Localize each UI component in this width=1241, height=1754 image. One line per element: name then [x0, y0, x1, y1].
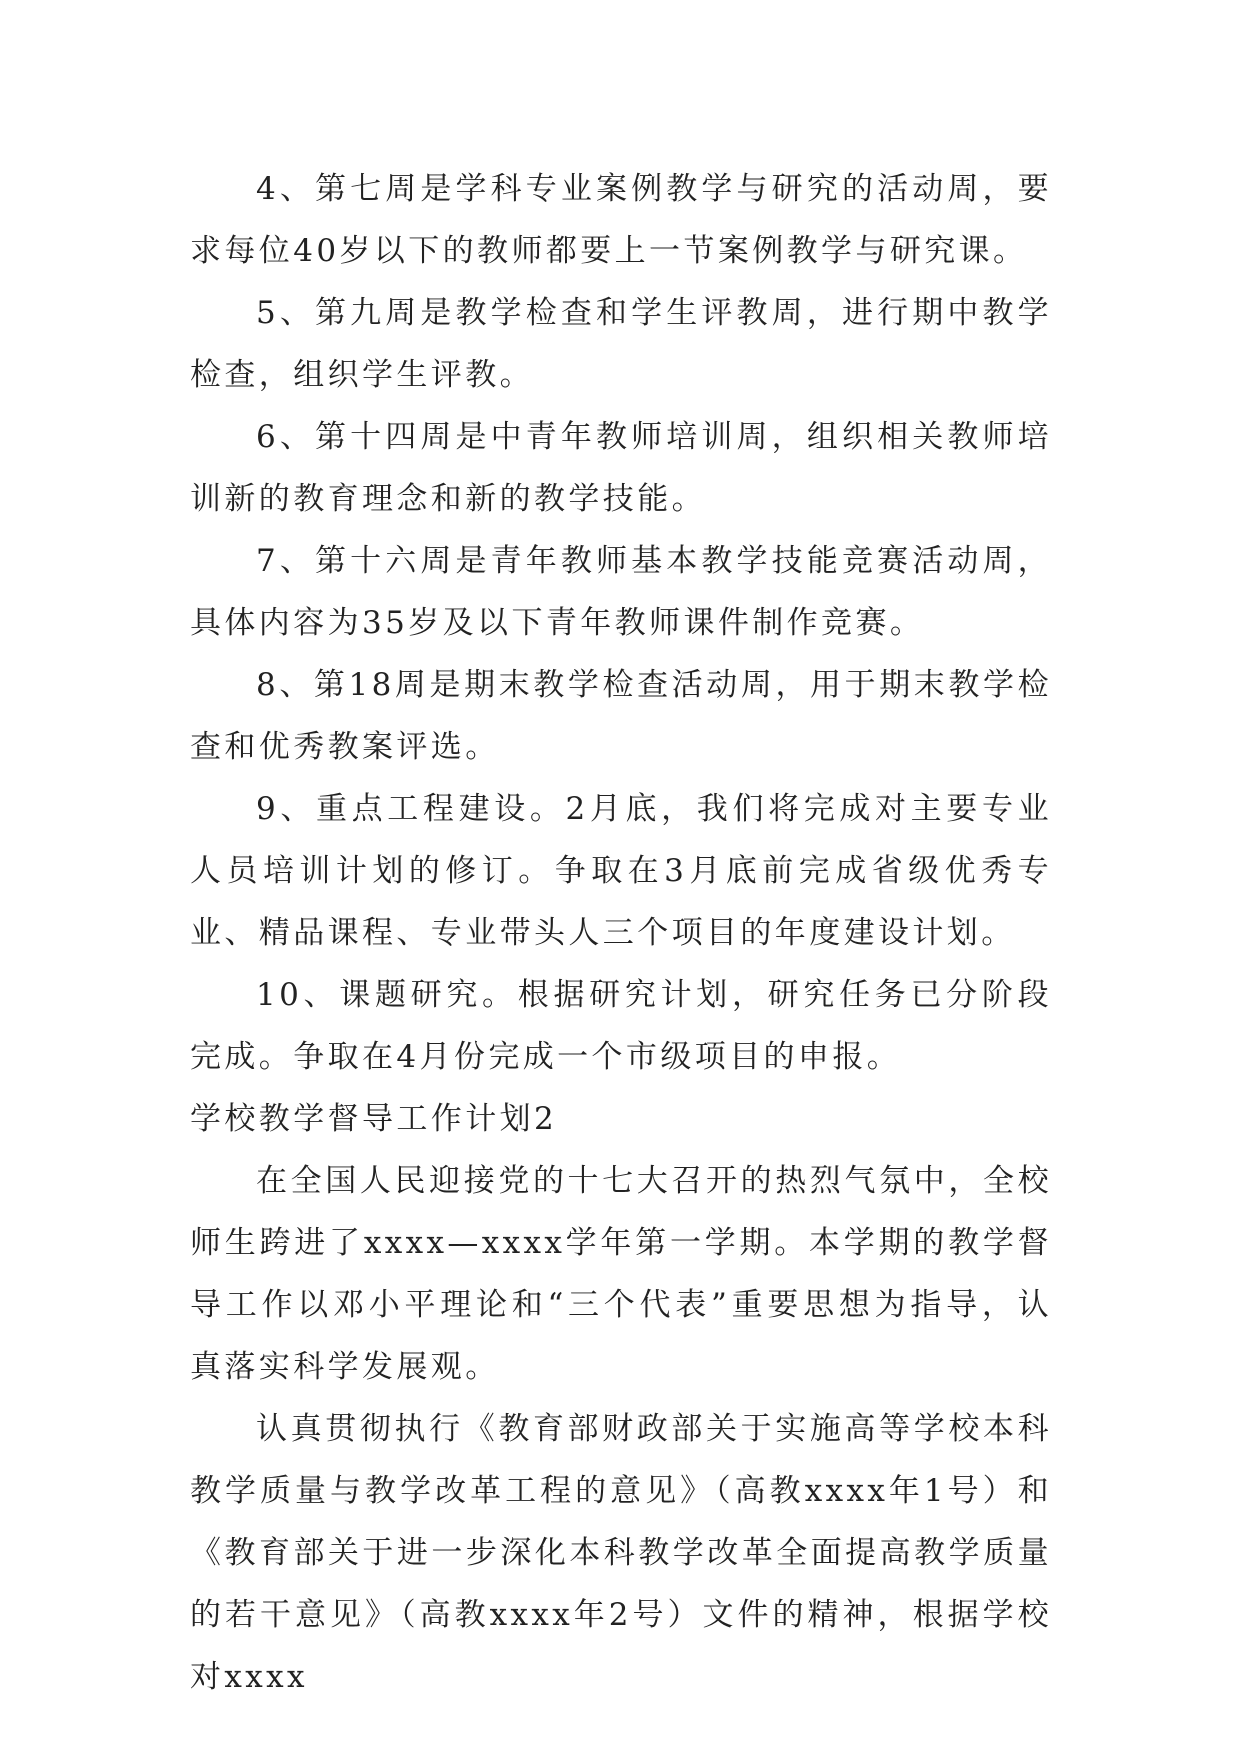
paragraph-item-4: 4、第七周是学科专业案例教学与研究的活动周，要求每位40岁以下的教师都要上一节案例教学与研究课。 [190, 171, 1052, 269]
paragraph-item-9: 9、重点工程建设。2月底，我们将完成对主要专业人员培训计划的修订。争取在3月底前完成省级优秀专业、精品课程、专业带头人三个项目的年度建设计划。 [190, 791, 1052, 951]
paragraph-item-7: 7、第十六周是青年教师基本教学技能竞赛活动周，具体内容为35岁及以下青年教师课件制作竞赛。 [190, 543, 1052, 641]
section-paragraph-policy: 认真贯彻执行《教育部财政部关于实施高等学校本科教学质量与教学改革工程的意见》（高教xxxx年1号）和《教育部关于进一步深化本科教学改革全面提高教学质量的若干意见》（高教xxxx年2号）文件的精神，根据学校对xxxx [190, 1411, 1052, 1695]
section-title: 学校教学督导工作计划2 [190, 1101, 558, 1137]
paragraph-item-5: 5、第九周是教学检查和学生评教周，进行期中教学检查，组织学生评教。 [190, 295, 1052, 393]
paragraph-item-6: 6、第十四周是中青年教师培训周，组织相关教师培训新的教育理念和新的教学技能。 [190, 419, 1052, 517]
paragraph-item-10: 10、课题研究。根据研究计划，研究任务已分阶段完成。争取在4月份完成一个市级项目的申报。 [190, 977, 1052, 1075]
paragraph-item-8: 8、第18周是期末教学检查活动周，用于期末教学检查和优秀教案评选。 [190, 667, 1052, 765]
section-paragraph-intro: 在全国人民迎接党的十七大召开的热烈气氛中，全校师生跨进了xxxx—xxxx学年第一学期。本学期的教学督导工作以邓小平理论和“三个代表”重要思想为指导，认真落实科学发展观。 [190, 1163, 1052, 1385]
document-body [190, 158, 1052, 1708]
